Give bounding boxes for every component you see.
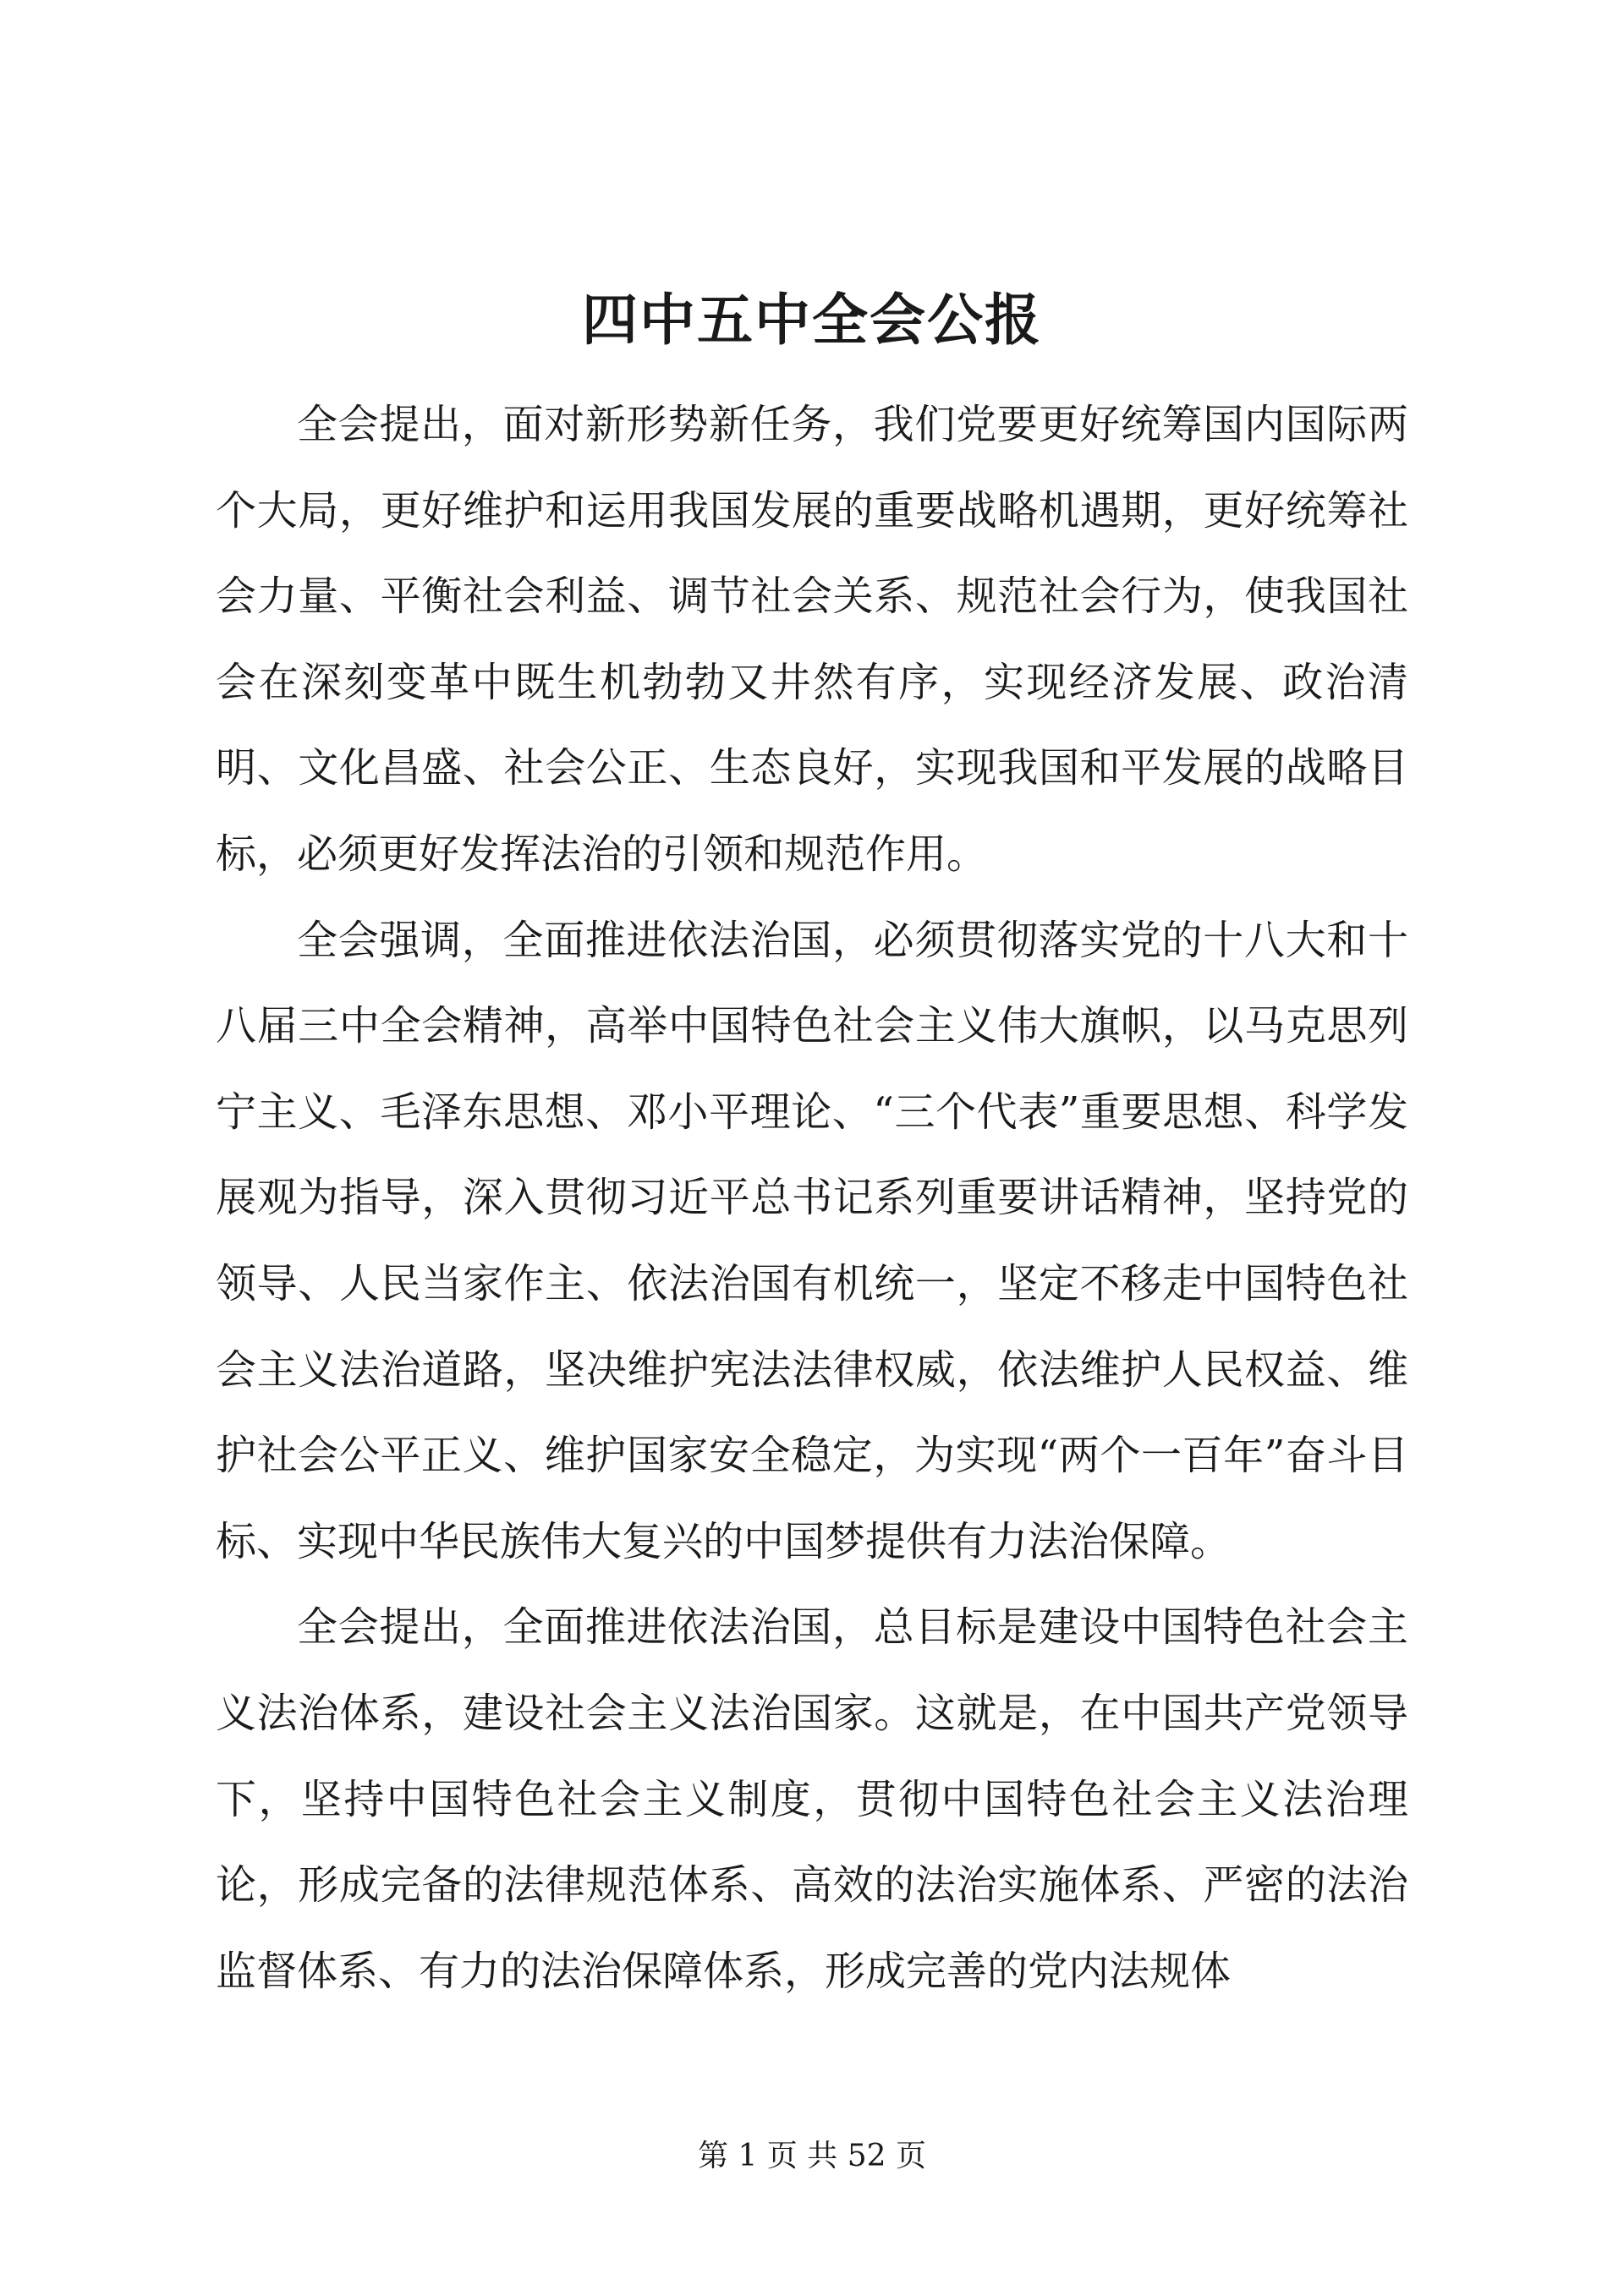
paragraph: 全会提出，全面推进依法治国，总目标是建设中国特色社会主义法治体系，建设社会主义法治国家。这就是，在中国共产党领导下，坚持中国特色社会主义制度，贯彻中国特色社会主义法治理论，形成完备的法律规范体系、高效的法治实施体系、严密的法治监督体系、有力的法治保障体系，形成完善的党内法规体 bbox=[216, 1603, 1408, 1995]
document-title: 四中五中全会公报 bbox=[582, 287, 1042, 353]
paragraph: 全会强调，全面推进依法治国，必须贯彻落实党的十八大和十八届三中全会精神，高举中国特色社会主义伟大旗帜，以马克思列宁主义、毛泽东思想、邓小平理论、“三个代表”重要思想、科学发展观为指导，深入贯彻习近平总书记系列重要讲话精神，坚持党的领导、人民当家作主、依法治国有机统一，坚定不移走中国特色社会主义法治道路，坚决维护宪法法律权威，依法维护人民权益、维护社会公平正义、维护国家安全稳定，为实现“两个一百年”奋斗目标、实现中华民族伟大复兴的中国梦提供有力法治保障。 bbox=[216, 916, 1408, 1565]
paragraph: 全会提出，面对新形势新任务，我们党要更好统筹国内国际两个大局，更好维护和运用我国发展的重要战略机遇期，更好统筹社会力量、平衡社会利益、调节社会关系、规范社会行为，使我国社会在深刻变革中既生机勃勃又井然有序，实现经济发展、政治清明、文化昌盛、社会公正、生态良好，实现我国和平发展的战略目标，必须更好发挥法治的引领和规范作用。 bbox=[216, 401, 1408, 878]
document-body bbox=[216, 382, 1408, 2014]
page-footer: 第 1 页 共 52 页 bbox=[698, 2139, 926, 2173]
